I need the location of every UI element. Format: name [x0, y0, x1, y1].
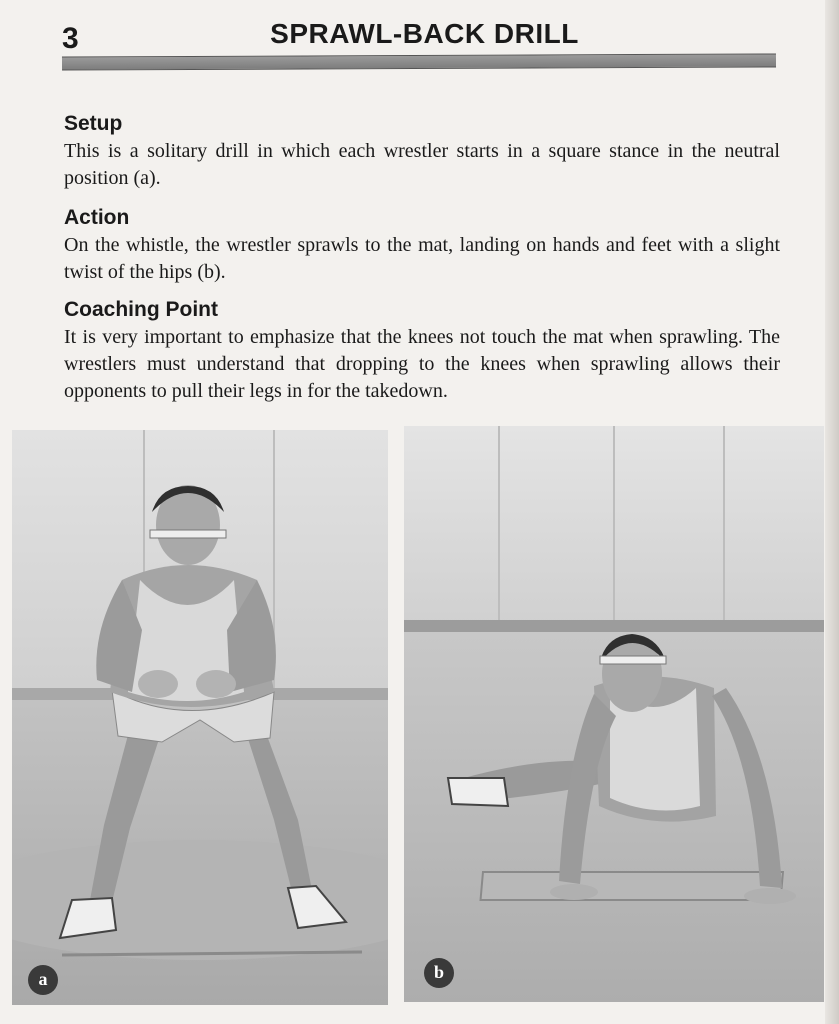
setup-section	[64, 112, 780, 192]
title-rule	[62, 53, 776, 70]
coaching-point-section	[64, 298, 780, 405]
action-heading: Action	[64, 206, 130, 229]
photo-b-illustration	[404, 426, 824, 1002]
action-section	[64, 206, 780, 286]
page-title: SPRAWL-BACK DRILL	[270, 18, 579, 49]
photo-b-label: b	[424, 958, 454, 988]
photo-a-illustration	[12, 430, 388, 1005]
action-body: On the whistle, the wrestler sprawls to the mat, landing on hands and feet with a slight twist of the hips (b).	[64, 234, 780, 283]
setup-heading: Setup	[64, 112, 123, 135]
photo-a-label: a	[28, 965, 58, 995]
page-edge	[825, 0, 839, 1024]
setup-body: This is a solitary drill in which each wrestler starts in a square stance in the neutral position (a).	[64, 140, 780, 189]
photo-b-sprawl	[404, 426, 824, 1002]
drill-number: 3	[62, 22, 79, 55]
photo-a-square-stance	[12, 430, 388, 1005]
coaching-point-body: It is very important to emphasize that the knees not touch the mat when sprawling. The wrestlers must understand that dropping to the knees when sprawling allows their opponents to pull their legs in for the takedown.	[64, 326, 780, 402]
coaching-point-heading: Coaching Point	[64, 298, 218, 321]
